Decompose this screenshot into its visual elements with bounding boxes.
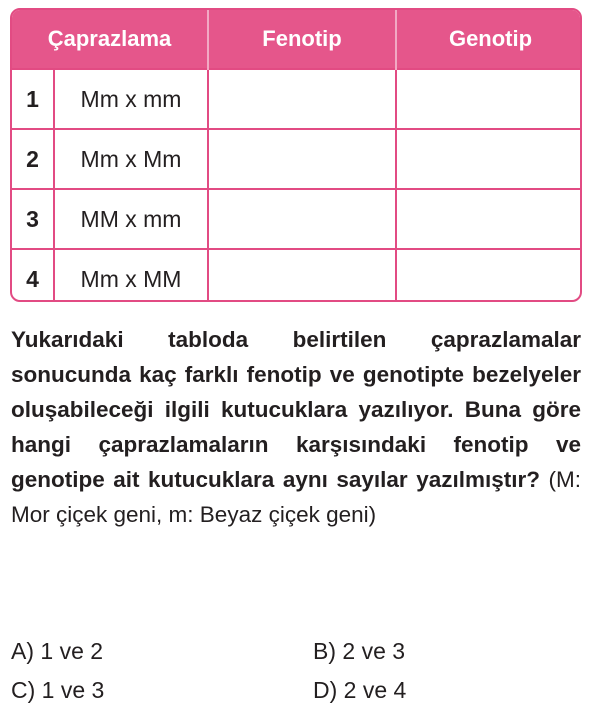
- header-phenotype: Fenotip: [208, 10, 396, 69]
- genotype-box[interactable]: [396, 189, 582, 249]
- header-cross: Çaprazlama: [12, 10, 208, 69]
- table-row: [12, 69, 582, 129]
- question-note: (M: Mor çiçek geni, m: Beyaz çiçek geni): [11, 467, 581, 527]
- row-number: 4: [12, 249, 54, 302]
- question-bold: Yukarıdaki tabloda belirtilen çaprazlamalar sonucunda kaç farklı fenotip ve genotipte bezelyeler oluşabileceği ilgili kutucuklara yazılıyor. Buna göre hangi çaprazlamaların karşısındaki fenotip ve genotipe ait kutucuklara aynı sayılar yazılmıştır?: [11, 327, 581, 492]
- row-number: 2: [12, 129, 54, 189]
- genotype-box[interactable]: [396, 129, 582, 189]
- phenotype-box[interactable]: [208, 69, 396, 129]
- phenotype-box[interactable]: [208, 129, 396, 189]
- cross-table-frame: [10, 8, 582, 302]
- table-header-row: [12, 10, 582, 69]
- choice-c[interactable]: C) 1 ve 3: [11, 677, 105, 703]
- choice-b[interactable]: B) 2 ve 3: [313, 638, 406, 664]
- row-number: 1: [12, 69, 54, 129]
- question-text: [11, 322, 581, 532]
- cross-cell: Mm x mm: [54, 69, 208, 129]
- cross-cell: MM x mm: [54, 189, 208, 249]
- table-row: [12, 189, 582, 249]
- phenotype-box[interactable]: [208, 249, 396, 302]
- phenotype-box[interactable]: [208, 189, 396, 249]
- header-genotype: Genotip: [396, 10, 582, 69]
- cross-cell: Mm x Mm: [54, 129, 208, 189]
- table-row: [12, 129, 582, 189]
- genotype-box[interactable]: [396, 69, 582, 129]
- table-row: [12, 249, 582, 302]
- choice-d[interactable]: D) 2 ve 4: [313, 677, 407, 703]
- row-number: 3: [12, 189, 54, 249]
- cross-table: [12, 10, 582, 302]
- cross-cell: Mm x MM: [54, 249, 208, 302]
- choice-a[interactable]: A) 1 ve 2: [11, 638, 104, 664]
- genotype-box[interactable]: [396, 249, 582, 302]
